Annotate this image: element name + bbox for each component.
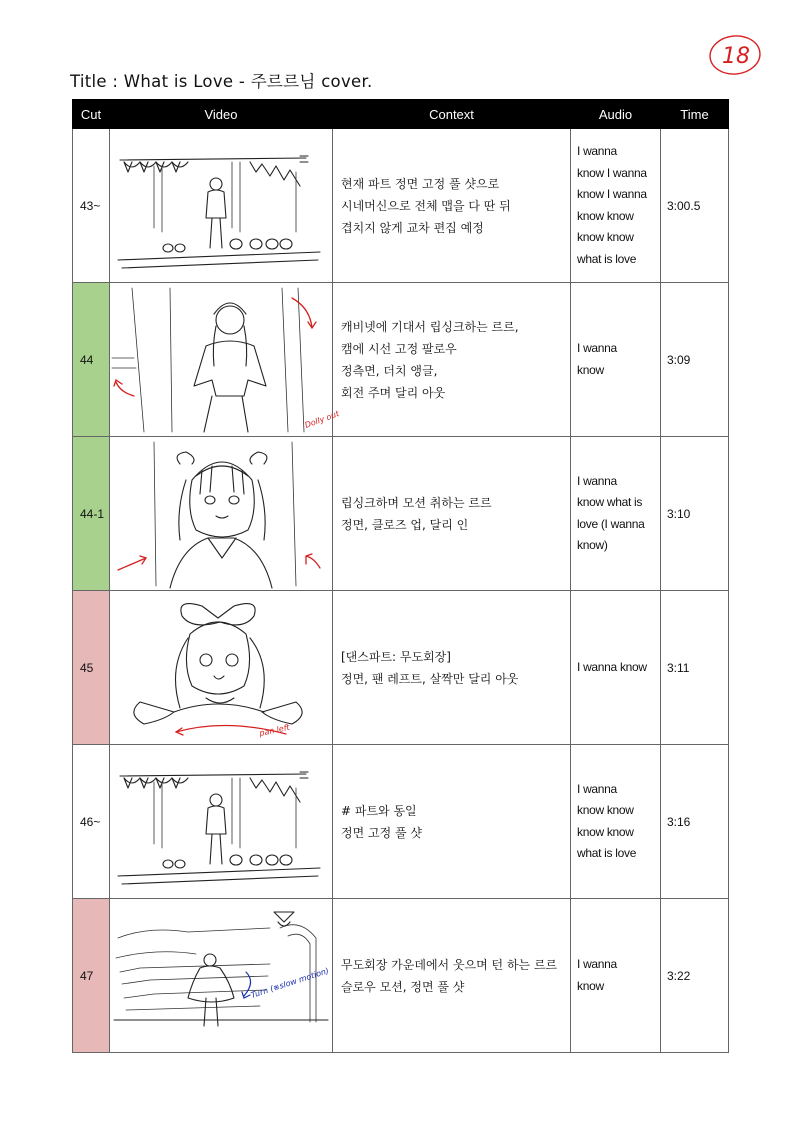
audio-line: love (I wanna bbox=[577, 516, 645, 531]
context-cell bbox=[333, 129, 571, 283]
table-row bbox=[73, 591, 729, 745]
context-line: 캠에 시선 고정 팔로우 bbox=[341, 341, 457, 356]
audio-line: I wanna bbox=[577, 473, 617, 488]
ribbon-close-up-sketch bbox=[110, 594, 332, 742]
audio-line: know) bbox=[577, 538, 608, 552]
video-cell bbox=[110, 899, 333, 1053]
context-line: 정측면, 더치 앵글, bbox=[341, 363, 438, 378]
context-line: 정면, 클로즈 업, 달리 인 bbox=[341, 517, 469, 532]
cut-number: 43~ bbox=[73, 129, 110, 283]
time-cell: 3:09 bbox=[661, 283, 729, 437]
context-cell bbox=[333, 899, 571, 1053]
ballroom-sketch bbox=[110, 902, 332, 1050]
audio-cell bbox=[571, 437, 661, 591]
audio-line: know know bbox=[577, 803, 634, 817]
time-cell: 3:16 bbox=[661, 745, 729, 899]
audio-line: I wanna bbox=[577, 144, 617, 158]
table-row bbox=[73, 283, 729, 437]
audio-cell bbox=[571, 591, 661, 745]
header-video: Video bbox=[110, 100, 333, 129]
cut-number: 46~ bbox=[73, 745, 110, 899]
context-line: 회전 주며 달리 아웃 bbox=[341, 385, 446, 400]
audio-line: I wanna bbox=[577, 957, 617, 971]
close-up-sketch bbox=[110, 440, 332, 588]
context-line: 정면 고정 풀 샷 bbox=[341, 825, 422, 840]
audio-line: know know bbox=[577, 230, 634, 244]
audio-line: I wanna bbox=[577, 781, 617, 796]
stage-sketch bbox=[110, 748, 332, 896]
context-line: 정면, 팬 레프트, 살짝만 달리 아웃 bbox=[341, 671, 519, 686]
header-time: Time bbox=[661, 100, 729, 129]
context-line: 현재 파트 정면 고정 풀 샷으로 bbox=[341, 176, 500, 191]
cut-number: 45 bbox=[73, 591, 110, 745]
audio-line: know know bbox=[577, 208, 634, 223]
time-cell: 3:11 bbox=[661, 591, 729, 745]
table-row bbox=[73, 437, 729, 591]
header-row bbox=[73, 100, 729, 129]
audio-line: know bbox=[577, 978, 604, 993]
cabinet-sketch bbox=[110, 286, 341, 434]
context-line: # 파트와 동일 bbox=[341, 803, 417, 818]
context-line: 캐비넷에 기대서 립싱크하는 르르, bbox=[341, 319, 519, 334]
context-line: 슬로우 모션, 정면 풀 샷 bbox=[341, 979, 465, 994]
context-cell bbox=[333, 437, 571, 591]
audio-cell bbox=[571, 745, 661, 899]
context-line: 립싱크하며 모션 취하는 르르 bbox=[341, 495, 492, 510]
video-cell bbox=[110, 437, 333, 591]
table-row bbox=[73, 899, 729, 1053]
cut-number: 44-1 bbox=[73, 437, 110, 591]
audio-line: know I wanna bbox=[577, 187, 647, 201]
context-cell bbox=[333, 283, 571, 437]
time-cell: 3:00.5 bbox=[661, 129, 729, 283]
table-row bbox=[73, 745, 729, 899]
turn-note: Turn (※slow motion) bbox=[249, 965, 331, 1000]
time-cell: 3:22 bbox=[661, 899, 729, 1053]
audio-line: know bbox=[577, 362, 604, 377]
time-cell: 3:10 bbox=[661, 437, 729, 591]
audio-line: know what is bbox=[577, 495, 643, 509]
audio-line: I wanna know bbox=[577, 659, 647, 674]
pan-left-note: pan left bbox=[258, 722, 291, 738]
storyboard-table bbox=[72, 99, 729, 1053]
dolly-out-note: Dolly out bbox=[303, 408, 341, 430]
video-cell bbox=[110, 129, 333, 283]
page-number-text: 18 bbox=[722, 44, 750, 69]
audio-line: know know bbox=[577, 824, 634, 839]
context-line: [댄스파트: 무도회장] bbox=[341, 649, 451, 664]
context-line: 겹치지 않게 교차 편집 예정 bbox=[341, 220, 484, 235]
context-line: 시네머신으로 전체 맵을 다 딴 뒤 bbox=[341, 198, 511, 213]
video-cell bbox=[110, 591, 333, 745]
context-line: 무도회장 가운데에서 웃으며 턴 하는 르르 bbox=[341, 957, 558, 972]
header-audio: Audio bbox=[571, 100, 661, 129]
page-number-mark bbox=[707, 33, 763, 77]
stage-sketch bbox=[110, 132, 332, 280]
video-cell bbox=[110, 745, 333, 899]
audio-cell bbox=[571, 283, 661, 437]
audio-line: what is love bbox=[577, 846, 637, 860]
audio-line: what is love bbox=[577, 251, 637, 266]
table-row bbox=[73, 129, 729, 283]
audio-cell bbox=[571, 129, 661, 283]
cut-number: 47 bbox=[73, 899, 110, 1053]
audio-line: know I wanna bbox=[577, 165, 647, 180]
document-title: Title : What is Love - 주르르님 cover. bbox=[70, 72, 373, 91]
context-cell bbox=[333, 745, 571, 899]
cut-number: 44 bbox=[73, 283, 110, 437]
audio-cell bbox=[571, 899, 661, 1053]
header-context: Context bbox=[333, 100, 571, 129]
header-cut: Cut bbox=[73, 100, 110, 129]
context-cell bbox=[333, 591, 571, 745]
audio-line: I wanna bbox=[577, 341, 617, 355]
video-cell bbox=[110, 283, 341, 437]
